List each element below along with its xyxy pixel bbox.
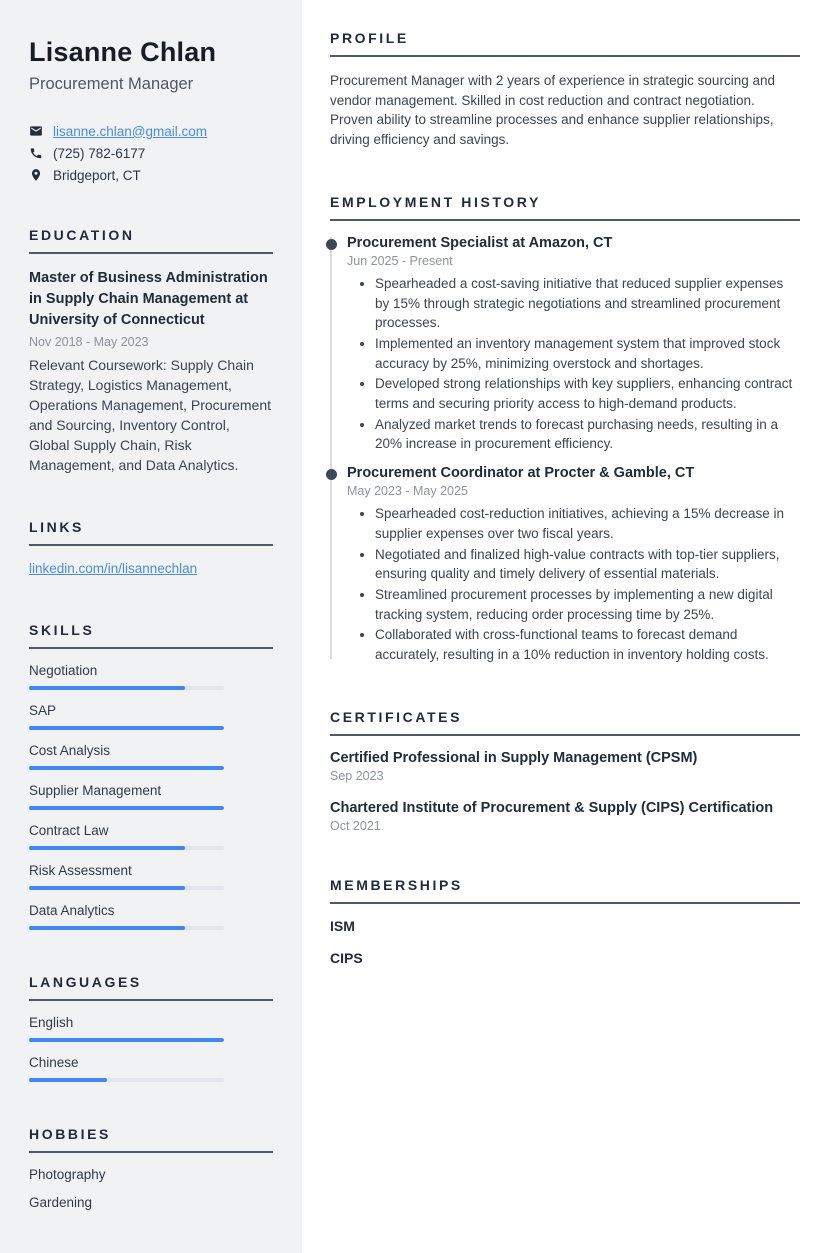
skill-label: Risk Assessment [29,862,132,878]
education-description: Relevant Coursework: Supply Chain Strategy, Logistics Management, Operations Management, Procurement and Sourcing, Inventory Control, Global Supply Chain, Risk Management, and Data Analytics. [29,356,272,473]
job-title: Procurement Coordinator at Procter & Gamble, CT [347,465,695,482]
sidebar [0,0,302,1253]
employment-timeline [330,235,800,665]
skill-label: Supplier Management [29,782,162,798]
job-bullet: • Spearheaded a cost-saving initiative that reduced supplier expenses by 15% through strategic negotiations and streamlined procurement processes. [375,274,800,333]
language-bar-track [29,1078,224,1082]
languages-heading: LANGUAGES [29,974,273,1001]
skill-bar-fill [29,926,185,930]
skill-label: Data Analytics [29,902,115,918]
certificates-section [330,709,800,833]
envelope-icon [29,124,43,138]
job-dates: May 2023 - May 2025 [347,484,468,499]
skill-bar-track [29,846,224,850]
job-bullet: • Collaborated with cross-functional teams to forecast demand accurately, resulting in a 10% reduction in inventory holding costs. [375,625,800,664]
contact-email-row [29,124,273,139]
skill-item [29,823,273,850]
skill-item [29,903,273,930]
skills-section [29,622,273,930]
hobbies-section [29,1126,273,1210]
skill-item [29,703,273,730]
hobbies-heading: HOBBIES [29,1126,273,1153]
membership-item: CIPS [330,949,363,966]
person-job-title: Procurement Manager [29,74,194,93]
linkedin-link[interactable]: linkedin.com/in/lisannechlan [29,560,198,576]
certificate-item [330,800,800,833]
certificate-date: Oct 2021 [330,818,381,833]
contact-phone-row [29,146,273,161]
job-bullet: • Streamlined procurement processes by implementing a new digital tracking system, reducing order processing time by 25%. [375,585,800,624]
employment-heading: EMPLOYMENT HISTORY [330,194,800,221]
certificate-date: Sep 2023 [330,768,384,783]
hobby-item: Photography [29,1166,106,1182]
skill-bar-track [29,686,224,690]
phone-icon [29,146,43,160]
language-item [29,1055,273,1082]
skill-bar-track [29,926,224,930]
contact-location-row [29,168,273,183]
membership-item: ISM [330,917,355,934]
profile-section [330,30,800,150]
phone-number: (725) 782-6177 [53,145,146,161]
job-entry [330,465,800,665]
job-dates: Jun 2025 - Present [347,253,453,268]
education-degree: Master of Business Administration in Supply Chain Management at University of Connecticut [29,269,268,329]
memberships-heading: MEMBERSHIPS [330,877,800,904]
location-pin-icon [29,168,43,182]
skill-bar-fill [29,806,224,810]
contact-info [29,124,273,183]
memberships-section [330,877,800,966]
employment-section [330,194,800,665]
skill-item [29,863,273,890]
skill-label: Contract Law [29,822,109,838]
languages-section [29,974,273,1082]
hobby-item: Gardening [29,1194,93,1210]
main-content [302,0,833,1253]
education-section [29,227,273,475]
job-bullet: • Developed strong relationships with key suppliers, enhancing contract terms and securing priority access to high-demand products. [375,374,800,413]
education-heading: EDUCATION [29,227,273,254]
job-bullet: • Implemented an inventory management system that improved stock accuracy by 25%, minimizing overstock and shortages. [375,334,800,373]
skill-bar-track [29,886,224,890]
email-link[interactable]: lisanne.chlan@gmail.com [53,123,208,139]
skill-bar-fill [29,686,185,690]
location-text: Bridgeport, CT [53,167,141,183]
skill-bar-fill [29,886,185,890]
job-bullet: • Spearheaded cost-reduction initiatives, achieving a 15% decrease in supplier expenses over two fiscal years. [375,504,800,543]
certificates-heading: CERTIFICATES [330,709,800,736]
skill-item [29,743,273,770]
job-entry [330,235,800,454]
certificate-title: Certified Professional in Supply Management (CPSM) [330,749,698,766]
skill-bar-track [29,766,224,770]
job-bullet: • Analyzed market trends to forecast purchasing needs, resulting in a 20% increase in procurement efficiency. [375,415,800,454]
job-title: Procurement Specialist at Amazon, CT [347,234,613,251]
skill-bar-fill [29,726,224,730]
job-bullet-list [347,274,800,454]
language-bar-fill [29,1078,107,1082]
skill-label: Negotiation [29,662,98,678]
language-bar-track [29,1038,224,1042]
language-label: Chinese [29,1054,79,1070]
links-section [29,519,273,578]
language-label: English [29,1014,74,1030]
language-bar-fill [29,1038,224,1042]
skill-bar-fill [29,766,224,770]
certificate-item [330,750,800,783]
language-item [29,1015,273,1042]
skill-item [29,783,273,810]
job-bullet: • Negotiated and finalized high-value contracts with top-tier suppliers, ensuring quality and timely delivery of essential materials. [375,545,800,584]
skill-label: SAP [29,702,57,718]
person-name: Lisanne Chlan [29,37,217,67]
skill-item [29,663,273,690]
links-heading: LINKS [29,519,273,546]
timeline-dot [326,469,337,480]
skill-bar-track [29,806,224,810]
certificate-title: Chartered Institute of Procurement & Supply (CIPS) Certification [330,799,774,816]
timeline-dot [326,239,337,250]
profile-heading: PROFILE [330,30,800,57]
skill-bar-fill [29,846,185,850]
skill-bar-track [29,726,224,730]
skill-label: Cost Analysis [29,742,111,758]
profile-text: Procurement Manager with 2 years of experience in strategic sourcing and vendor management. Skilled in cost reduction and contract negotiation. Proven ability to streamline processes and enhance supplier relationships, driving efficiency and savings. [330,73,775,148]
job-bullet-list [347,504,800,665]
education-dates: Nov 2018 - May 2023 [29,334,149,349]
skills-heading: SKILLS [29,622,273,649]
